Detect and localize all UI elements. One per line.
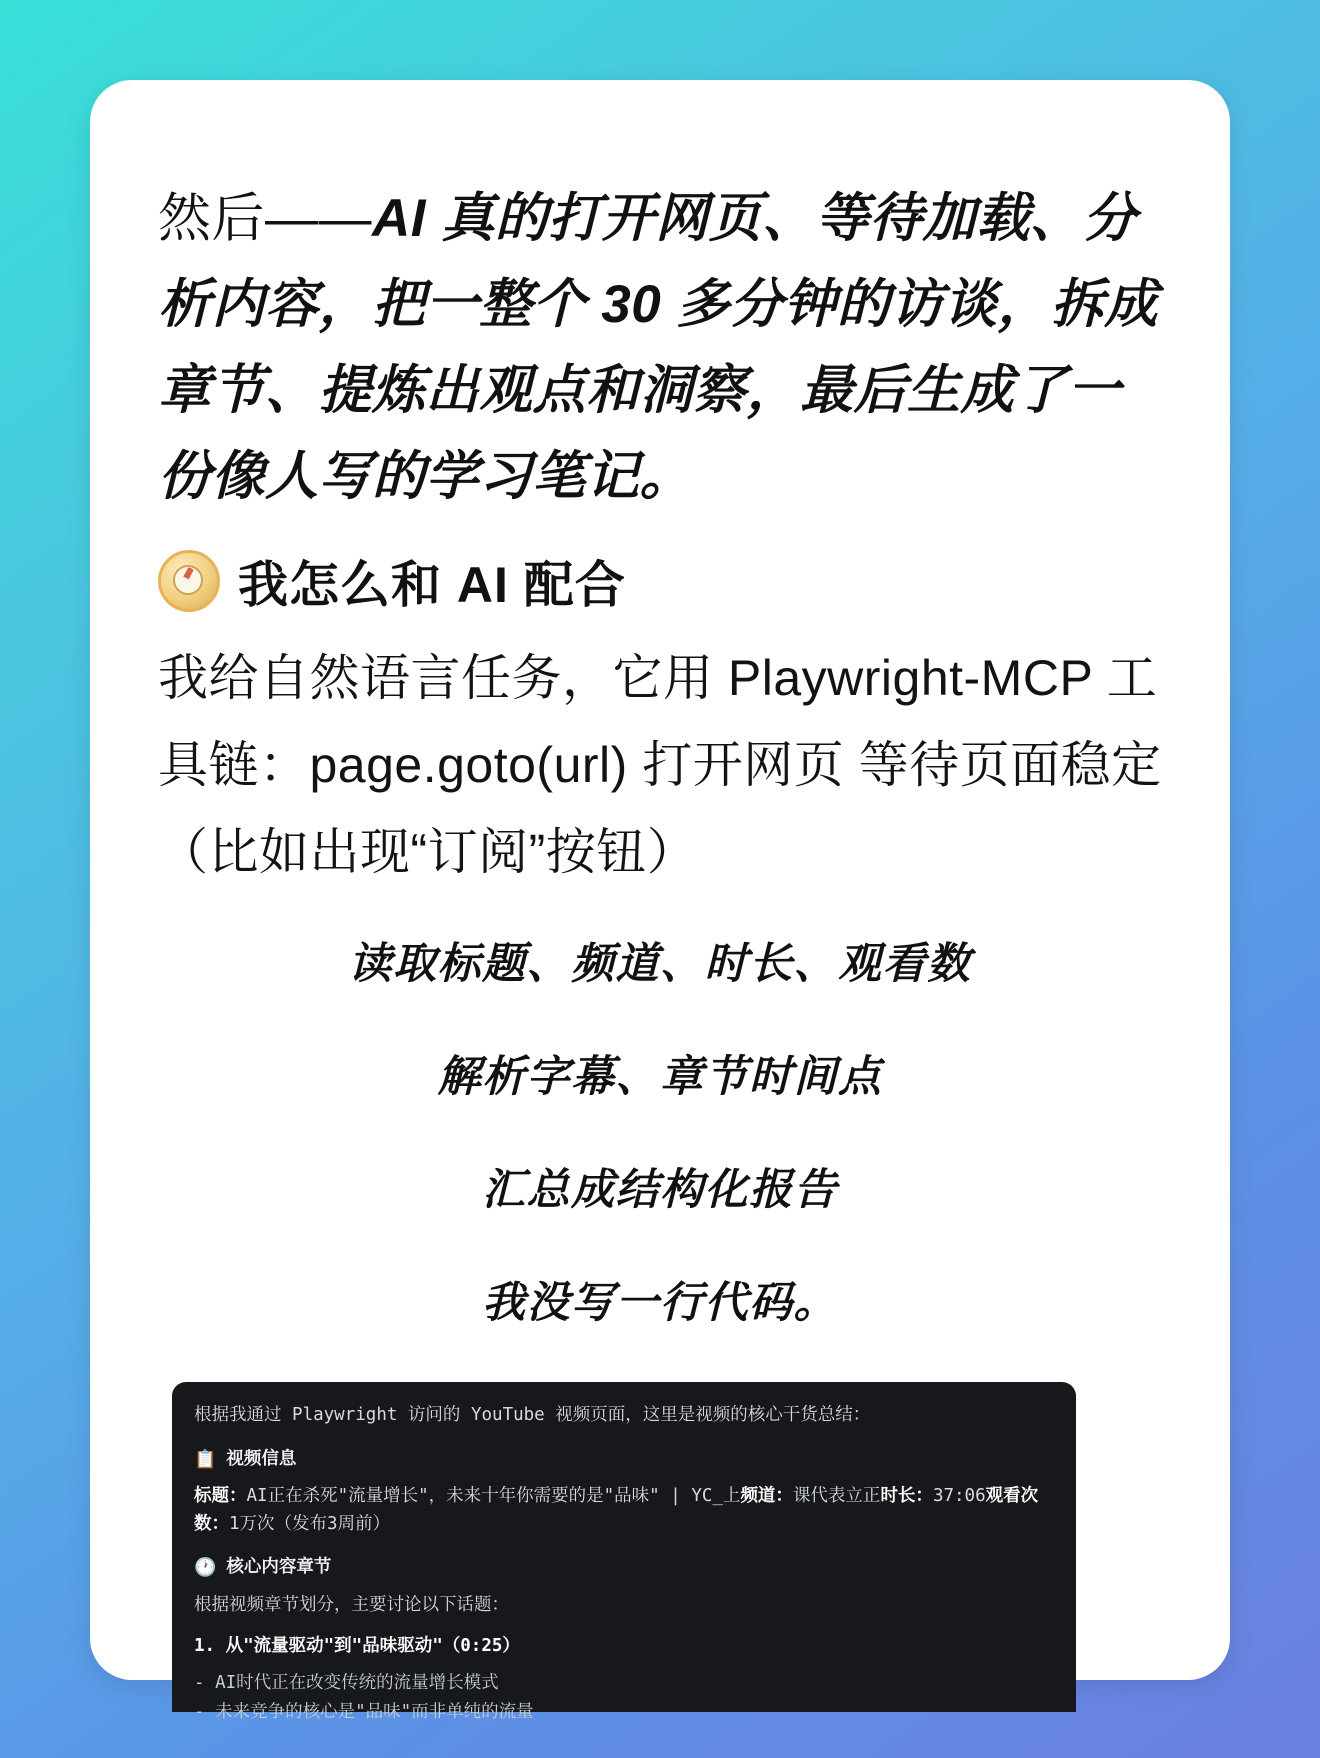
meta-label-views: 观看次数： bbox=[194, 1486, 1039, 1534]
terminal-section-video-info bbox=[194, 1446, 1054, 1474]
step-line-2: 解析字幕、章节时间点 bbox=[437, 1053, 883, 1102]
intro-lead: 然后—— bbox=[158, 189, 372, 248]
terminal-section-chapters bbox=[194, 1554, 1054, 1582]
chapter-bullet-1: - AI时代正在改变传统的流量增长模式 bbox=[194, 1672, 499, 1693]
section-title: 我怎么和 AI 配合 bbox=[238, 557, 626, 614]
step-line-3: 汇总成结构化报告 bbox=[482, 1166, 838, 1215]
chapters-lead: 根据视频章节划分，主要讨论以下话题： bbox=[194, 1594, 509, 1615]
meta-value-title: AI正在杀死"流量增长"，未来十年你需要的是"品味" | YC_上 bbox=[246, 1486, 741, 1507]
compass-icon bbox=[158, 550, 220, 612]
workflow-paragraph: 我给自然语言任务，它用 Playwright-MCP 工具链：page.goto(url) 打开网页 等待页面稳定（比如出现“订阅”按钮） bbox=[158, 650, 1162, 881]
clipboard-icon: 📋 bbox=[194, 1448, 217, 1470]
meta-value-views: 1万次（发布3周前） bbox=[229, 1513, 391, 1534]
step-line-1: 读取标题、频道、时长、观看数 bbox=[348, 940, 972, 989]
meta-label-title: 标题： bbox=[194, 1486, 247, 1507]
card-content bbox=[90, 80, 1230, 1722]
meta-label-duration: 时长： bbox=[880, 1486, 933, 1507]
meta-value-channel: 课代表立正 bbox=[792, 1486, 881, 1507]
terminal-intro: 根据我通过 Playwright 访问的 YouTube 视频页面，这里是视频的核心干货总结： bbox=[194, 1405, 871, 1426]
chapter-bullet-2: - 未来竞争的核心是"品味"而非单纯的流量 bbox=[194, 1701, 534, 1722]
chapter-item-title: 1. 从"流量驱动"到"品味驱动"（0:25） bbox=[194, 1635, 520, 1656]
meta-label-channel: 频道： bbox=[740, 1486, 793, 1507]
terminal-video-meta bbox=[194, 1483, 1054, 1537]
terminal-section-title-2: 核心内容章节 bbox=[226, 1557, 332, 1578]
section-heading bbox=[158, 545, 1162, 617]
clock-icon: 🕐 bbox=[194, 1556, 217, 1578]
intro-emphasis: AI 真的打开网页、等待加载、分析内容，把一整个 30 多分钟的访谈，拆成章节、提炼出观点和洞察，最后生成了一份像人写的学习笔记。 bbox=[158, 189, 1158, 506]
step-line-4: 我没写一行代码。 bbox=[482, 1279, 838, 1328]
step-list bbox=[158, 930, 1162, 1330]
meta-value-duration: 37:06 bbox=[932, 1486, 986, 1507]
content-card bbox=[90, 80, 1230, 1722]
intro-paragraph bbox=[158, 176, 1162, 519]
terminal-output bbox=[172, 1382, 1076, 1722]
chapter-bullets bbox=[194, 1670, 1054, 1726]
terminal-section-title-1: 视频信息 bbox=[226, 1448, 297, 1469]
